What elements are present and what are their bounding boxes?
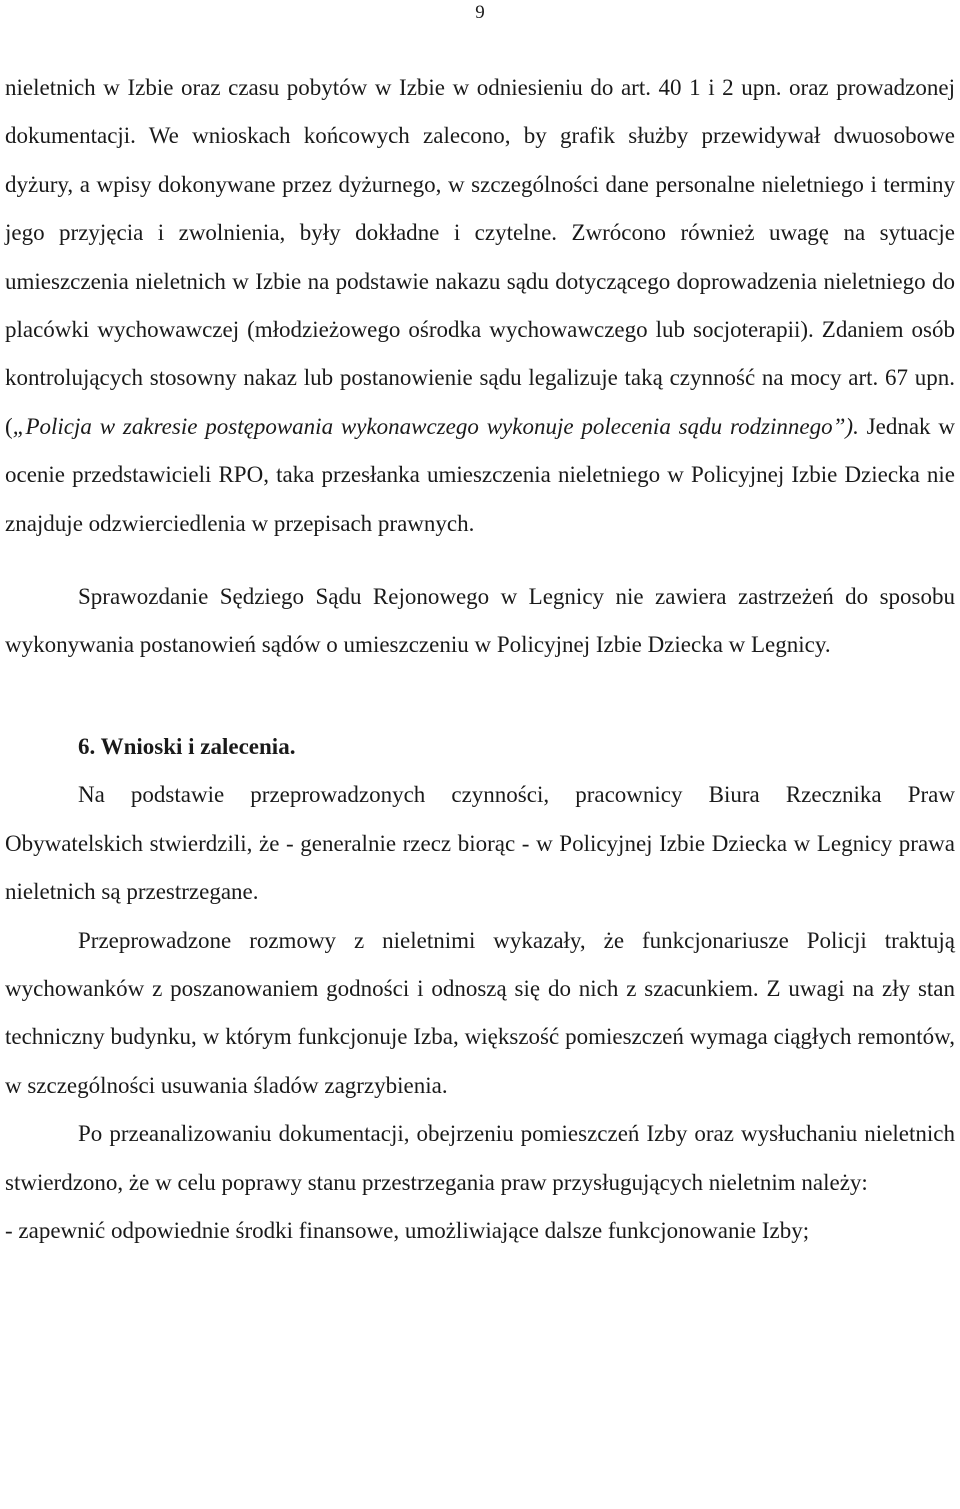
recommendation-item: - zapewnić odpowiednie środki finansowe, umożliwiające dalsze funkcjonowanie Izby; [5,1217,810,1243]
paragraph-text: nieletnich w Izbie oraz czasu pobytów w Izbie w odniesieniu do art. 40 1 i 2 upn. oraz prowadzonej dokumentacji. We wnioskach końcowych zalecono, by grafik służby przewidywał dwuosobowe dyżury, a wpisy dokonywane przez dyżurnego, w szczególności dane personalne nieletniego i terminy jego przyjęcia i zwolnienia, były dokładne i czytelne. Zwrócono również uwagę na sytuacje umieszczenia nieletnich w Izbie na podstawie nakazu sądu dotyczącego doprowadzenia nieletniego do placówki wychowawczej (młodzieżowego ośrodka wychowawczego lub socjoterapii). Zdaniem osób kontrolujących stosowny nakaz lub postanowienie sądu legalizuje taką czynność na mocy art. 67 upn. ( [5,75,955,439]
paragraph-interviews: Przeprowadzone rozmowy z nieletnimi wykazały, że funkcjonariusze Policji traktują wychowanków z poszanowaniem godności i odnoszą się do nich z szacunkiem. Z uwagi na zły stan techniczny budynku, w którym funkcjonuje Izba, większość pomieszczeń wymaga ciągłych remontów, w szczególności usuwania śladów zagrzybienia. [5,927,955,1098]
section-heading: 6. Wnioski i zalecenia. [78,733,296,759]
paragraph-inspection-findings [5,64,955,548]
page-number: 9 [475,2,485,23]
document-body [5,64,955,1255]
paragraph-recommendations-intro: Po przeanalizowaniu dokumentacji, obejrzeniu pomieszczeń Izby oraz wysłuchaniu nieletnich stwierdzono, że w celu poprawy stanu przestrzegania praw przysługujących nieletnim należy: [5,1121,955,1195]
paragraph-text: Jednak w ocenie przedstawicieli RPO, taka przesłanka umieszczenia nieletniego w Policyjnej Izbie Dziecka nie znajduje odzwierciedlenia w przepisach prawnych. [5,413,955,536]
paragraph-court-report: Sprawozdanie Sędziego Sądu Rejonowego w Legnicy nie zawiera zastrzeżeń do sposobu wykonywania postanowień sądów o umieszczeniu w Policyjnej Izbie Dziecka w Legnicy. [5,584,955,658]
paragraph-conclusions: Na podstawie przeprowadzonych czynności, pracownicy Biura Rzecznika Praw Obywatelskich stwierdzili, że - generalnie rzecz biorąc - w Policyjnej Izbie Dziecka w Legnicy prawa nieletnich są przestrzegane. [5,782,955,905]
quoted-provision: „Policja w zakresie postępowania wykonawczego wykonuje polecenia sądu rodzinnego”). [12,413,859,439]
